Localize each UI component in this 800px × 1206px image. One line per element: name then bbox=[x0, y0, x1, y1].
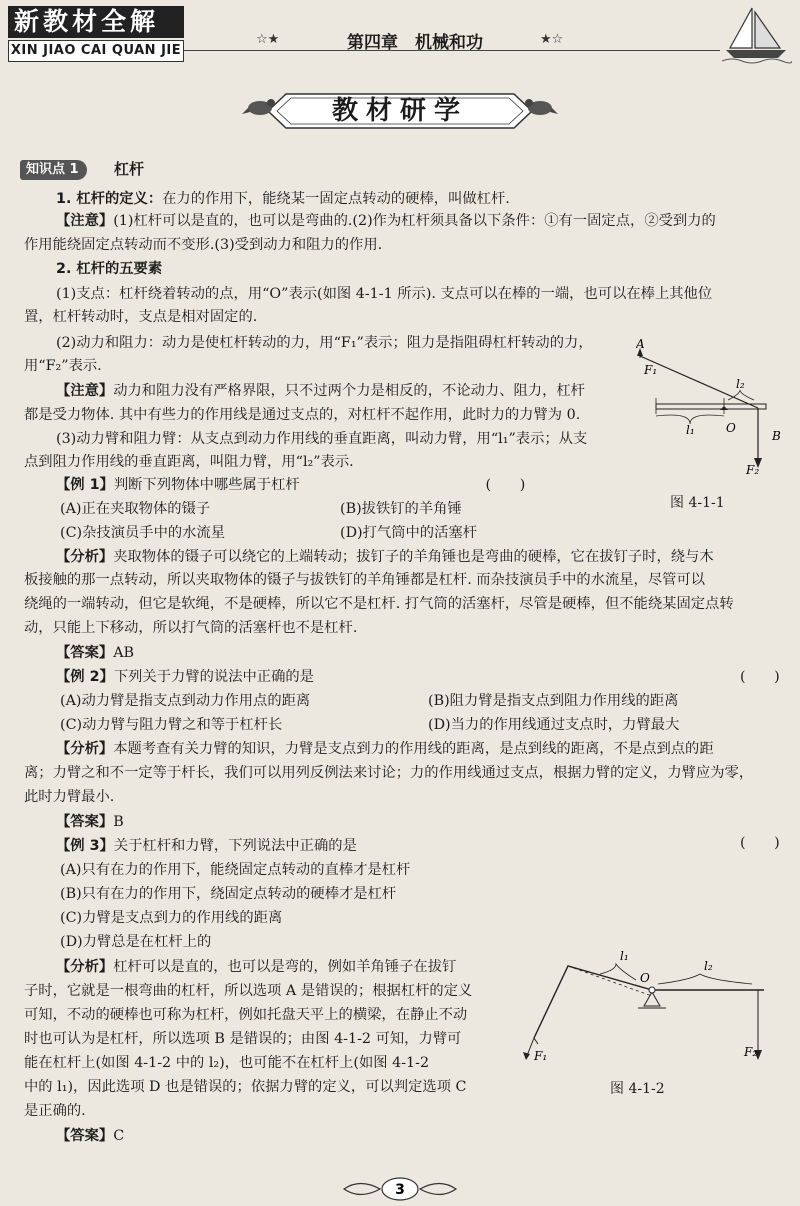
tag-label: 【例 1】 bbox=[56, 477, 114, 493]
page-number: 3 bbox=[395, 1182, 405, 1198]
text-line: (1)支点：杠杆绕着转动的点，用“O”表示(如图 4-1-1 所示). 支点可以在棒的一端，也可以在棒上其他位 bbox=[56, 286, 713, 302]
text-line: 可知，不动的硬棒也可称为杠杆，例如托盘天平上的横梁，在静止不动 bbox=[24, 1007, 468, 1023]
page-number-ornament bbox=[340, 1176, 460, 1202]
text-line: (C)杂技演员手中的水流星 bbox=[60, 525, 226, 541]
label-o: O bbox=[726, 421, 736, 435]
text-line: 【答案】C bbox=[56, 1128, 125, 1144]
tag-label: 【例 2】 bbox=[56, 669, 114, 685]
text-line: 【答案】AB bbox=[56, 645, 135, 661]
text-line: 【分析】夹取物体的镊子可以绕它的上端转动；拔钉子的羊角锤也是弯曲的硬棒，它在拔钉子时，绕与木 bbox=[56, 549, 714, 565]
label-f1: F₁ bbox=[644, 363, 658, 377]
brand-logo bbox=[8, 6, 184, 64]
text-line: (D)打气筒中的活塞杆 bbox=[340, 525, 477, 541]
text-line: 【答案】B bbox=[56, 814, 124, 830]
text-line: (C)动力臂与阻力臂之和等于杠杆长 bbox=[60, 717, 283, 733]
text-line: 【例 2】下列关于力臂的说法中正确的是 bbox=[56, 669, 314, 685]
text-line: (3)动力臂和阻力臂：从支点到动力作用线的垂直距离，叫动力臂，用“l₁”表示；从支 bbox=[56, 431, 588, 447]
text-line: 【注意】(1)杠杆可以是直的，也可以是弯曲的.(2)作为杠杆须具备以下条件：①有一固定点，②受到力的 bbox=[56, 213, 716, 229]
text-line: 1. 杠杆的定义：在力的作用下，能绕某一固定点转动的硬棒，叫做杠杆. bbox=[56, 191, 510, 207]
tag-label: 【分析】 bbox=[56, 959, 114, 975]
tag-label: 【例 3】 bbox=[56, 838, 114, 854]
text-line: 【例 3】关于杠杆和力臂，下列说法中正确的是 bbox=[56, 838, 357, 854]
knowledge-point-title: 杠杆 bbox=[114, 160, 145, 178]
text-line: 都是受力物体. 其中有些力的作用线是通过支点的，对杠杆不起作用，此时力的力臂为 0. bbox=[24, 407, 581, 423]
label-a: A bbox=[636, 337, 645, 351]
label-f2: F₂ bbox=[744, 1045, 758, 1059]
text-line: (A)只有在力的作用下，能绕固定点转动的直棒才是杠杆 bbox=[60, 862, 411, 878]
text-line: 是正确的. bbox=[24, 1103, 86, 1119]
text-line: 【例 1】判断下列物体中哪些属于杠杆 ( ) bbox=[56, 477, 526, 493]
tag-label: 【答案】 bbox=[56, 1128, 114, 1144]
text-line: ( ) bbox=[740, 835, 780, 851]
text-line: 点到阻力作用线的垂直距离，叫阻力臂，用“l₂”表示. bbox=[24, 454, 354, 470]
lever-figure-4-1-1 bbox=[636, 336, 784, 476]
label-f2: F₂ bbox=[746, 463, 760, 476]
brand-title: 新教材全解 bbox=[8, 6, 184, 38]
label-b: B bbox=[772, 429, 781, 443]
star-icon: ☆★ bbox=[256, 32, 280, 47]
text-line: 【分析】杠杆可以是直的，也可以是弯的，例如羊角锤子在拔钉 bbox=[56, 959, 457, 975]
brand-subtitle: XIN JIAO CAI QUAN JIE bbox=[8, 40, 184, 62]
text-line: 置，杠杆转动时，支点是相对固定的. bbox=[24, 309, 258, 325]
text-line: (A)动力臂是指支点到动力作用点的距离 bbox=[60, 693, 311, 709]
text-line: 离；力臂之和不一定等于杆长，我们可以用列反例法来讨论；力的作用线通过支点，根据力臂的定义，力臂应为零， bbox=[24, 765, 754, 781]
text-line: 此时力臂最小. bbox=[24, 789, 115, 805]
knowledge-point-badge: 知识点 1 bbox=[20, 160, 87, 180]
label-o: O bbox=[640, 971, 650, 985]
label-f1: F₁ bbox=[534, 1049, 548, 1063]
text-line: (A)正在夹取物体的镊子 bbox=[60, 501, 211, 517]
sailboat-icon bbox=[722, 4, 792, 64]
figure-caption-4-1-2: 图 4-1-2 bbox=[610, 1081, 665, 1097]
text-line: 中的 l₁)，因此选项 D 也是错误的；依据力臂的定义，可以判定选项 C bbox=[24, 1079, 467, 1095]
tag-label: 【分析】 bbox=[56, 549, 114, 565]
star-icon: ★☆ bbox=[540, 32, 564, 47]
text-line: ( ) bbox=[740, 669, 780, 685]
chapter-title: 第四章 机械和功 bbox=[347, 33, 483, 53]
text-line: 板接触的那一点转动，所以夹取物体的镊子与拔铁钉的羊角锤都是杠杆. 而杂技演员手中的水流星，尽管可以 bbox=[24, 572, 706, 588]
text-line: 子时，它就是一根弯曲的杠杆，所以选项 A 是错误的；根据杠杆的定义 bbox=[24, 983, 473, 999]
label-l1: l₁ bbox=[686, 423, 695, 437]
text-line: (D)力臂总是在杠杆上的 bbox=[60, 934, 212, 950]
knowledge-point-heading bbox=[20, 158, 145, 180]
text-line: 【注意】动力和阻力没有严格界限，只不过两个力是相反的，不论动力、阻力，杠杆 bbox=[56, 383, 585, 399]
label-l2: l₂ bbox=[736, 377, 745, 391]
section-title: 教材研学 bbox=[331, 96, 468, 126]
text-line: 时也可认为是杠杆，所以选项 B 是错误的；由图 4-1-2 可知，力臂可 bbox=[24, 1031, 462, 1047]
tag-label: 【注意】 bbox=[56, 383, 114, 399]
heading-label: 1. 杠杆的定义： bbox=[56, 191, 163, 207]
tag-label: 【注意】 bbox=[56, 213, 114, 229]
text-line: 用“F₂”表示. bbox=[24, 358, 102, 374]
heading-label: 2. 杠杆的五要素 bbox=[56, 261, 163, 277]
text-line: (B)阻力臂是指支点到阻力作用线的距离 bbox=[428, 693, 679, 709]
text-line: 【分析】本题考查有关力臂的知识，力臂是支点到力的作用线的距离，是点到线的距离，不是点到点的距 bbox=[56, 741, 714, 757]
text-line: 绕绳的一端转动，但它是软绳，不是硬棒，所以它不是杠杆. 打气筒的活塞杆，尽管是硬棒，但不能绕某固定点转 bbox=[24, 596, 734, 612]
label-l1: l₁ bbox=[620, 949, 629, 963]
text-line bbox=[56, 258, 162, 280]
text-line: 作用能绕固定点转动而不变形.(3)受到动力和阻力的作用. bbox=[24, 237, 383, 253]
text-line: (B)只有在力的作用下，绕固定点转动的硬棒才是杠杆 bbox=[60, 886, 397, 902]
text-line: (D)当力的作用线通过支点时，力臂最大 bbox=[428, 717, 680, 733]
text-line: (B)拔铁钉的羊角锤 bbox=[340, 501, 462, 517]
figure-caption-4-1-1: 图 4-1-1 bbox=[670, 495, 725, 511]
lever-figure-4-1-2 bbox=[520, 948, 788, 1068]
tag-label: 【答案】 bbox=[56, 645, 114, 661]
text-line: (2)动力和阻力：动力是使杠杆转动的力，用“F₁”表示；阻力是指阻碍杠杆转动的力， bbox=[56, 335, 593, 351]
text-line: 能在杠杆上(如图 4-1-2 中的 l₂)，也可能不在杠杆上(如图 4-1-2 bbox=[24, 1055, 430, 1071]
text-line: (C)力臂是支点到力的作用线的距离 bbox=[60, 910, 283, 926]
text-line: 动，只能上下移动，所以打气筒的活塞杆也不是杠杆. bbox=[24, 620, 358, 636]
label-l2: l₂ bbox=[704, 959, 713, 973]
tag-label: 【分析】 bbox=[56, 741, 114, 757]
tag-label: 【答案】 bbox=[56, 814, 114, 830]
